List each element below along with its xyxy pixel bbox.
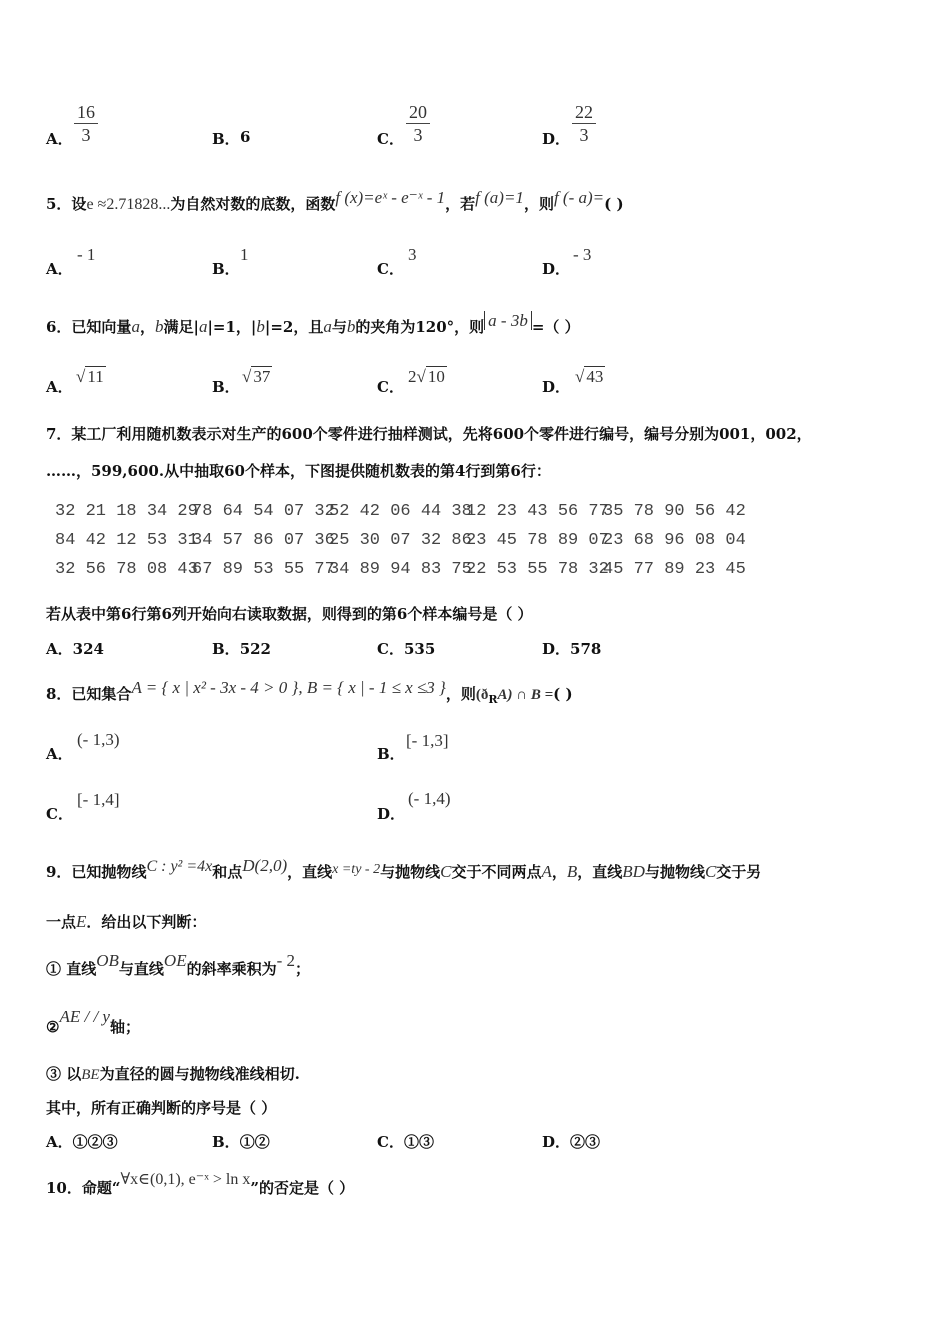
q9-stem-line2 xyxy=(46,911,206,932)
q6-mid2: |=1，| xyxy=(207,318,257,336)
q6-tail: =（ ） xyxy=(531,318,580,336)
q6-option-d-radicand: 43 xyxy=(586,367,604,386)
q4-option-d-label: D． xyxy=(542,130,571,148)
q4-option-c-num: 20 xyxy=(406,101,430,124)
q7-option-d xyxy=(542,638,601,659)
q9-j1-value: - 2 xyxy=(276,951,296,970)
q7-line2: ……，599,600.从中抽取60个样本，下图提供随机数表的第4行到第6行： xyxy=(46,462,551,480)
q6-mid5: 的夹角为120°，则 xyxy=(355,318,485,336)
q10-tail: 的否定是（ ） xyxy=(258,1179,355,1197)
q9-option-b xyxy=(212,1131,270,1152)
q7-option-b-label: B． xyxy=(212,640,240,658)
q7-option-b-value: 522 xyxy=(239,640,271,658)
q9-point: D(2,0) xyxy=(242,856,288,875)
q6-option-a-value: √ 11 xyxy=(76,367,104,386)
q9-option-c-label: C． xyxy=(377,1133,404,1151)
q9-t5: ，直线 xyxy=(577,863,623,881)
table-cell: 45 77 89 23 45 xyxy=(603,560,746,579)
q6-option-b-label: B． xyxy=(212,378,240,396)
table-cell: 67 89 53 55 77 xyxy=(192,560,335,579)
q6-expression: a - 3b xyxy=(484,311,532,330)
table-cell: 23 45 78 89 07 xyxy=(466,531,609,550)
q5-e-approx: e ≈2.71828... xyxy=(86,196,171,213)
q9-j2b: 轴； xyxy=(109,1018,140,1036)
q6-norm-a: a xyxy=(198,317,208,336)
q6-option-a-radicand: 11 xyxy=(87,367,104,386)
q7-option-a-value: 324 xyxy=(72,640,104,658)
table-cell: 78 64 54 07 32 xyxy=(192,502,335,521)
q6-option-d-value: √ 43 xyxy=(575,367,604,386)
q6-mid3: |=2，且 xyxy=(264,318,324,336)
table-cell: 23 68 96 08 04 xyxy=(603,531,746,550)
q5-mid3: ，则 xyxy=(523,195,554,213)
q9-option-b-label: B． xyxy=(212,1133,240,1151)
table-cell: 34 57 86 07 36 xyxy=(192,531,335,550)
q9-option-d-value: ②③ xyxy=(570,1133,601,1151)
q9-oe: OE xyxy=(163,951,187,970)
q5-option-b-label: B． xyxy=(212,260,240,278)
q9-option-c xyxy=(377,1131,434,1152)
q7-option-c-label: C． xyxy=(377,640,404,658)
q6-norm-b: b xyxy=(256,317,265,336)
q6-vector-b: b xyxy=(154,317,164,336)
q9-option-a-value: ①②③ xyxy=(72,1133,118,1151)
q4-option-d-den: 3 xyxy=(579,125,589,145)
q6-option-c-coef: 2 xyxy=(408,367,417,386)
q9-line-bd: BD xyxy=(622,862,645,881)
q9-ask: 其中，所有正确判断的序号是（ ） xyxy=(46,1099,277,1117)
q9-t7: 交于另 xyxy=(716,863,762,881)
q9-judgment-1 xyxy=(46,951,311,979)
q6-vector-a: a xyxy=(131,317,140,336)
q5-option-d-label: D． xyxy=(542,260,571,278)
q9-point-e: E xyxy=(76,912,87,931)
q10-lq: “ xyxy=(111,1179,121,1197)
q9-option-a xyxy=(46,1131,118,1152)
q4-option-d-fraction xyxy=(572,101,596,146)
q9-j1a: ① 直线 xyxy=(46,960,97,978)
q6-option-c-value: 2√ 10 xyxy=(408,367,445,386)
q9-curve: C : y² =4x xyxy=(146,858,213,875)
q6-option-a-label: A． xyxy=(46,378,73,396)
q8-expr2: A) ∩ B = xyxy=(497,687,554,703)
q9-j1d: ； xyxy=(295,960,311,978)
q9-be: BE xyxy=(81,1067,100,1083)
q7-line3: 若从表中第6行第6列开始向右读取数据，则得到的第6个样本编号是（ ） xyxy=(46,605,533,623)
q9-j2-expr: AE / / y xyxy=(59,1007,110,1026)
q9-line2b: ．给出以下判断： xyxy=(86,913,207,931)
q9-line2a: 一点 xyxy=(46,913,77,931)
q9-t3: 与抛物线 xyxy=(380,863,441,881)
q7-option-d-value: 578 xyxy=(570,640,602,658)
q9-t4: 交于不同两点 xyxy=(451,863,542,881)
q8-stem xyxy=(46,678,573,706)
q9-j1c: 的斜率乘积为 xyxy=(186,960,277,978)
q9-option-b-value: ①② xyxy=(239,1133,270,1151)
q7-option-c xyxy=(377,638,435,659)
table-row xyxy=(55,502,746,521)
q8-set-b: , B = { x | - 1 ≤ x ≤3 } xyxy=(298,678,446,697)
q8-option-d-label: D． xyxy=(377,805,406,823)
q4-option-a-fraction xyxy=(74,101,98,146)
table-cell: 32 56 78 08 43 xyxy=(55,560,198,579)
q8-option-a-value: (- 1,3) xyxy=(77,730,120,749)
q5-stem xyxy=(46,188,624,214)
q8-option-c-value: [- 1,4] xyxy=(77,790,120,809)
q6-mid4: 与 xyxy=(331,318,347,336)
q6-mid1: 满足| xyxy=(163,318,199,336)
q4-option-c-den: 3 xyxy=(413,125,423,145)
q8-option-b-label: B． xyxy=(377,745,405,763)
q9-point-a: A xyxy=(541,862,552,881)
q5-condition: f (a)=1 xyxy=(475,188,524,207)
q5-option-c-label: C． xyxy=(377,260,404,278)
q9-j2a: ② xyxy=(46,1018,60,1036)
q6-option-d-label: D． xyxy=(542,378,571,396)
q6-angle-b: b xyxy=(346,317,356,336)
q8-prefix: 8．已知集合 xyxy=(46,685,132,703)
q8-option-d-value: (- 1,4) xyxy=(408,789,451,808)
q6-option-b-value: √ 37 xyxy=(242,367,271,386)
table-cell: 22 53 55 78 32 xyxy=(466,560,609,579)
table-cell: 12 23 43 56 77 xyxy=(466,502,609,521)
table-cell: 32 21 18 34 29 xyxy=(55,502,198,521)
q4-option-c-label: C． xyxy=(377,130,404,148)
q4-option-a-label: A． xyxy=(46,130,73,148)
table-cell: 52 42 06 44 38 xyxy=(329,502,472,521)
q4-option-d-num: 22 xyxy=(572,101,596,124)
q5-function: f (x)=eˣ - e⁻ˣ - 1 xyxy=(335,188,446,207)
q4-option-a-den: 3 xyxy=(81,125,91,145)
q6-option-c-label: C． xyxy=(377,378,404,396)
q8-expr: (ð xyxy=(475,687,489,703)
q9-j1b: 与直线 xyxy=(118,960,164,978)
q9-curve-c2: C xyxy=(704,862,717,881)
q5-mid2: ，若 xyxy=(445,195,476,213)
q5-option-a-value: - 1 xyxy=(77,245,96,264)
q9-j3a: ③ 以 xyxy=(46,1065,82,1083)
q6-comma: ， xyxy=(139,318,155,336)
q9-j3b: 为直径的圆与抛物线准线相切. xyxy=(99,1065,300,1083)
q4-option-c-fraction xyxy=(406,101,430,146)
q6-prefix: 6．已知向量 xyxy=(46,318,132,336)
q9-t6: 与抛物线 xyxy=(644,863,705,881)
q9-line: x =ty - 2 xyxy=(332,862,381,877)
q5-ask: f (- a)= xyxy=(553,188,605,207)
q9-sep: ， xyxy=(551,863,567,881)
q5-option-d-value: - 3 xyxy=(573,245,592,264)
q4-option-b-label: B． xyxy=(212,130,240,148)
q7-option-c-value: 535 xyxy=(403,640,436,658)
q5-option-b-value: 1 xyxy=(240,245,249,264)
q6-stem xyxy=(46,311,580,337)
q10-rq: ” xyxy=(250,1179,259,1197)
q10-stem xyxy=(46,1171,355,1198)
table-cell: 84 42 12 53 31 xyxy=(55,531,198,550)
table-row xyxy=(55,560,746,579)
q8-sub: R xyxy=(488,693,498,706)
q4-option-b-value: 6 xyxy=(240,128,251,146)
q9-t1: 和点 xyxy=(212,863,243,881)
q8-option-b-value: [- 1,3] xyxy=(406,731,449,750)
q5-option-c-value: 3 xyxy=(408,245,417,264)
q7-option-d-label: D． xyxy=(542,640,571,658)
q8-option-a-label: A． xyxy=(46,745,73,763)
q7-option-a-label: A． xyxy=(46,640,73,658)
q9-t2: ，直线 xyxy=(287,863,333,881)
table-row xyxy=(55,531,746,550)
q9-judgment-3 xyxy=(46,1063,300,1084)
q9-ob: OB xyxy=(96,951,119,970)
q9-option-a-label: A． xyxy=(46,1133,73,1151)
q6-option-c-radicand: 10 xyxy=(427,367,445,386)
q9-point-b: B xyxy=(566,862,578,881)
q9-option-c-value: ①③ xyxy=(403,1133,434,1151)
table-cell: 25 30 07 32 86 xyxy=(329,531,472,550)
q9-judgment-2 xyxy=(46,1007,140,1037)
q5-prefix: 5．设 xyxy=(46,195,87,213)
q8-set-a: A = { x | x² - 3x - 4 > 0 } xyxy=(131,678,299,697)
q5-tail: ( ) xyxy=(604,195,624,213)
q4-option-a-num: 16 xyxy=(74,101,98,124)
q8-mid: ，则 xyxy=(445,685,476,703)
q9-curve-c: C xyxy=(440,862,452,881)
q10-prefix: 10．命题 xyxy=(46,1179,112,1197)
q5-mid1: 为自然对数的底数，函数 xyxy=(170,195,336,213)
q7-option-b xyxy=(212,638,271,659)
q8-option-c-label: C． xyxy=(46,805,73,823)
table-cell: 34 89 94 83 75 xyxy=(329,560,472,579)
q6-option-b-radicand: 37 xyxy=(253,367,271,386)
q5-option-a-label: A． xyxy=(46,260,73,278)
q9-prefix: 9．已知抛物线 xyxy=(46,863,147,881)
q9-option-d xyxy=(542,1131,600,1152)
q6-angle-a: a xyxy=(323,317,332,336)
q9-option-d-label: D． xyxy=(542,1133,571,1151)
q10-expr: ∀x∈(0,1), e⁻ˣ > ln x xyxy=(120,1171,251,1188)
q8-tail: ( ) xyxy=(553,685,573,703)
q7-option-a xyxy=(46,638,104,659)
q7-line1: 7．某工厂利用随机数表示对生产的600个零件进行抽样测试，先将600个零件进行编号，编号分别为001，002， xyxy=(46,425,812,443)
q9-stem-line1 xyxy=(46,856,762,882)
table-cell: 35 78 90 56 42 xyxy=(603,502,746,521)
